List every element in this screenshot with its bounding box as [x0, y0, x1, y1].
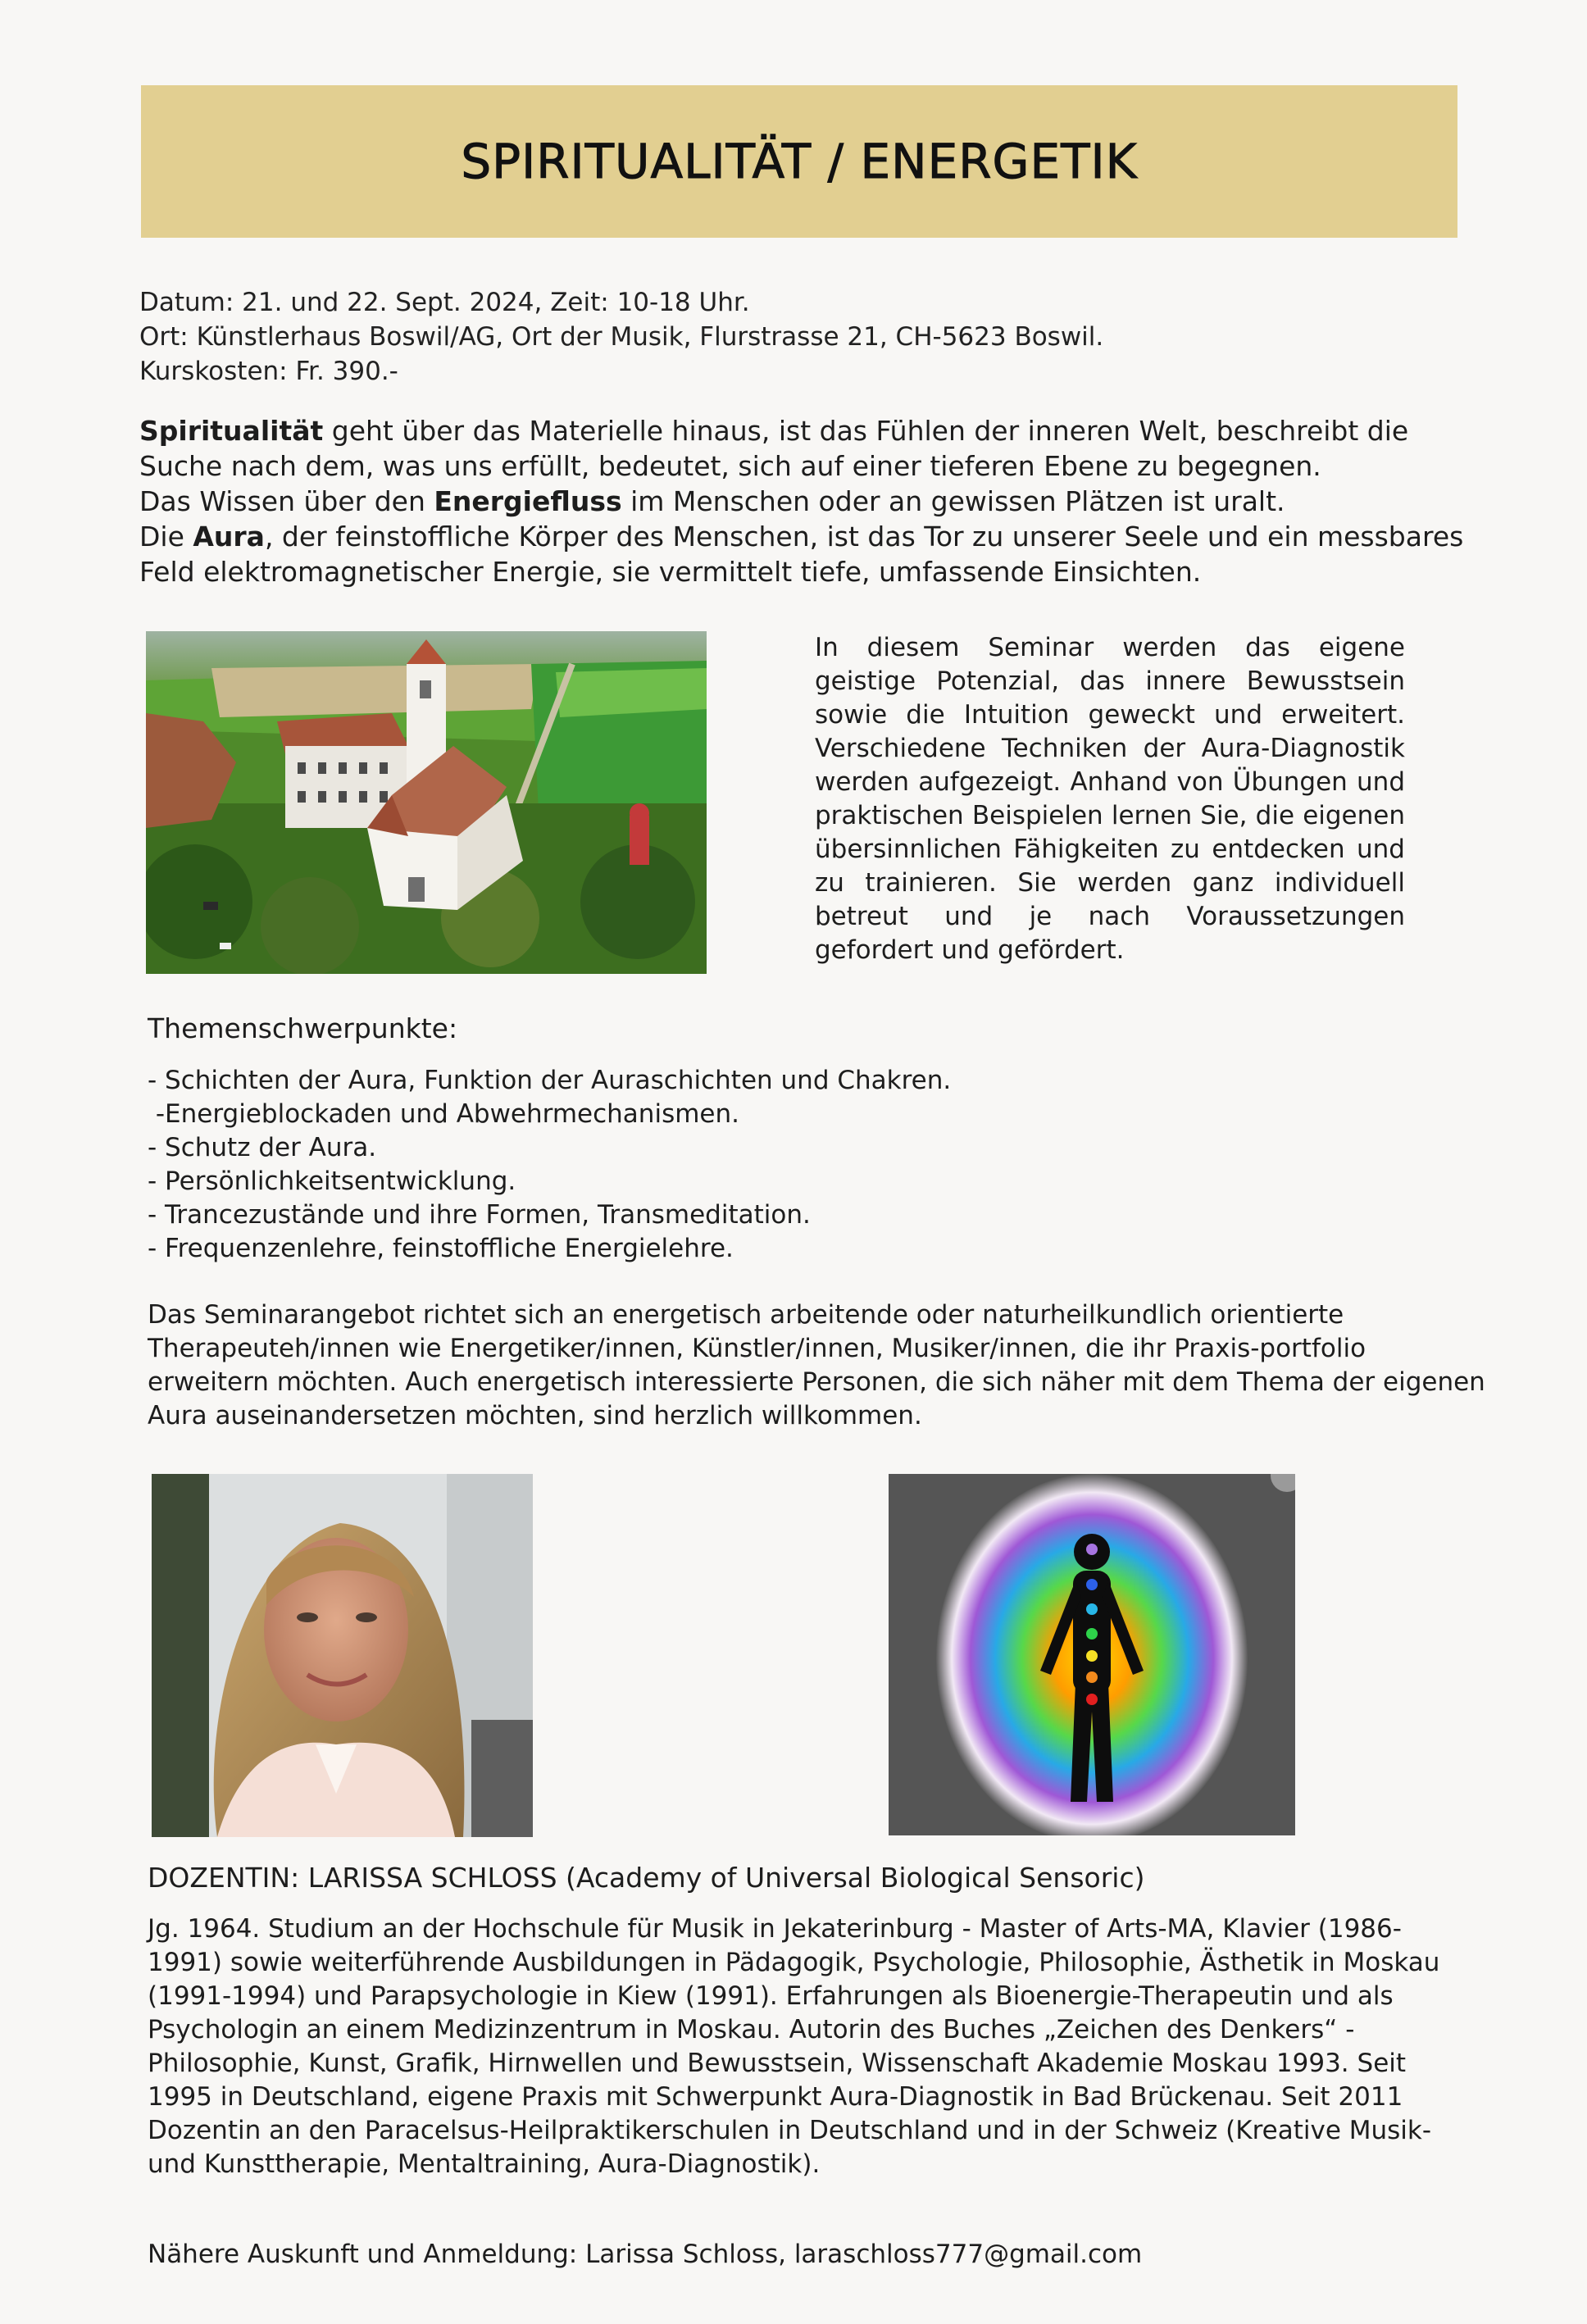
list-item: - Frequenzenlehre, feinstoffliche Energielehre. [148, 1234, 734, 1263]
themes-list [148, 1064, 1377, 1266]
instructor-bio: Jg. 1964. Studium an der Hochschule für Musik in Jekaterinburg - Master of Arts-MA, Klavier (1986-1991) sowie weiterführende Ausbildungen in Pädagogik, Psychologie, Philosophie, Ästhetik in Moskau (1991-1994) und Parapsychologie in Kiew (1991). Erfahrungen als Bioenergie-Therapeutin und als Psychologin an einem Medizinzentrum in Moskau. Autorin des Buches „Zeichen des Denkers“ - Philosophie, Kunst, Grafik, Hirnwellen und Bewusstsein, Wissenschaft Akademie Moskau 1993. Seit 1995 in Deutschland, eigene Praxis mit Schwerpunkt Aura-Diagnostik in Bad Brückenau. Seit 2011 Dozentin an den Paracelsus-Heilpraktikerschulen in Deutschland und in der Schweiz (Kreative Musik- und Kunsttherapie, Mentaltraining, Aura-Diagnostik). [148, 1914, 1440, 2179]
audience-text: Das Seminarangebot richtet sich an energetisch arbeitende oder naturheilkundlich orientierte Therapeuteh/innen wie Energetiker/innen, Künstler/innen, Musiker/innen, die ihr Praxis-portfolio erweitern möchten. Auch energetisch interessierte Personen, die sich näher mit dem Thema der eigenen Aura auseinandersetzen möchten, sind herzlich willkommen. [148, 1300, 1485, 1430]
spiritualitaet-text: geht über das Materielle hinaus, ist das Fühlen der inneren Welt, beschreibt die Suche nach dem, was uns erfüllt, bedeutet, sich auf einer tieferen Ebene zu begegnen. [139, 415, 1409, 482]
list-item: - Schutz der Aura. [148, 1133, 377, 1162]
list-item: -Energieblockaden und Abwehrmechanismen. [148, 1099, 739, 1129]
instructor-portrait [152, 1474, 533, 1837]
list-item: - Trancezustände und ihre Formen, Transmeditation. [148, 1200, 811, 1230]
seminar-description: In diesem Seminar werden das eigene geistige Potenzial, das innere Bewusstsein sowie die Intuition geweckt und erweitert. Verschiedene Techniken der Aura-Diagnostik werden aufgezeigt. Anhand von Übungen und praktischen Beispielen lernen Sie, die eigenen übersinnlichen Fähigkeiten zu entdecken und zu trainieren. Sie werden ganz individuell betreut und je nach Voraussetzungen gefordert und gefördert. [815, 633, 1405, 965]
title-banner [141, 85, 1457, 238]
page-title: SPIRITUALITÄT / ENERGETIK [461, 134, 1138, 189]
aura-text: , der feinstoffliche Körper des Menschen, ist das Tor zu unserer Seele und ein messbares Feld elektromagnetischer Energie, sie vermittelt tiefe, umfassende Einsichten. [139, 521, 1464, 588]
intro-energiefluss [139, 484, 1492, 519]
event-location: Ort: Künstlerhaus Boswil/AG, Ort der Musik, Flurstrasse 21, CH-5623 Boswil. [139, 322, 1104, 352]
event-cost: Kurskosten: Fr. 390.- [139, 357, 398, 386]
themes-heading: Themenschwerpunkte: [148, 1012, 458, 1044]
intro-aura [139, 519, 1492, 589]
energiefluss-text: im Menschen oder an gewissen Plätzen ist uralt. [621, 485, 1285, 517]
intro-text [139, 413, 1492, 589]
term-spiritualitaet: Spiritualität [139, 415, 324, 447]
contact-line: Nähere Auskunft und Anmeldung: Larissa Schloss, laraschloss777@gmail.com [148, 2240, 1143, 2269]
term-aura: Aura [193, 521, 265, 553]
aura-prefix: Die [139, 521, 193, 553]
intro-spiritualitaet [139, 413, 1492, 484]
energiefluss-prefix: Das Wissen über den [139, 485, 434, 517]
venue-photo [146, 631, 707, 974]
term-energiefluss: Energiefluss [434, 485, 622, 517]
list-item: - Persönlichkeitsentwicklung. [148, 1167, 516, 1196]
instructor-heading: DOZENTIN: LARISSA SCHLOSS (Academy of Universal Biological Sensoric) [148, 1862, 1145, 1894]
event-date: Datum: 21. und 22. Sept. 2024, Zeit: 10-18 Uhr. [139, 288, 750, 317]
list-item: - Schichten der Aura, Funktion der Auraschichten und Chakren. [148, 1066, 952, 1095]
aura-illustration [889, 1474, 1295, 1835]
event-info [139, 285, 1484, 389]
